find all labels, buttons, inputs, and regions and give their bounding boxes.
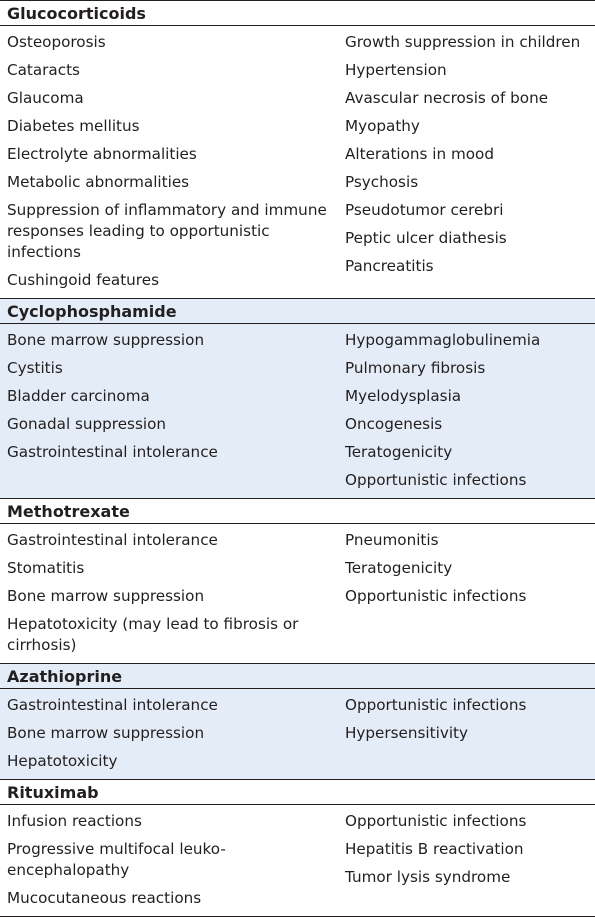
adverse-effect-item: Infusion reactions xyxy=(7,811,142,830)
right-column xyxy=(338,326,595,494)
adverse-effect-item: Gastrointestinal intolerance xyxy=(7,442,218,461)
right-column xyxy=(338,28,595,294)
adverse-effect-item: Electrolyte abnormalities xyxy=(7,144,197,163)
adverse-effect-item: Metabolic abnormalities xyxy=(7,172,190,191)
adverse-effect-item: Teratogenicity xyxy=(345,558,453,577)
adverse-effect-item: Teratogenicity xyxy=(345,442,453,461)
drug-section xyxy=(0,1,595,299)
adverse-effect-item: Opportunistic infections xyxy=(345,695,527,714)
adverse-effect-item: Myelodysplasia xyxy=(345,386,462,405)
adverse-effect-item: Osteoporosis xyxy=(7,32,106,51)
adverse-effect-item: Glaucoma xyxy=(7,88,84,107)
drug-section xyxy=(0,664,595,780)
adverse-effect-item: Pneumonitis xyxy=(345,530,439,549)
adverse-effect-item: Hepatitis B reactivation xyxy=(345,839,524,858)
left-column xyxy=(0,691,338,775)
adverse-effect-item: Suppression of inflammatory and immune responses leading to opportunistic infections xyxy=(7,200,327,261)
adverse-effect-item: Bladder carcinoma xyxy=(7,386,150,405)
right-column xyxy=(338,691,595,775)
adverse-effect-item: Pancreatitis xyxy=(345,256,434,275)
left-column xyxy=(0,326,338,494)
adverse-effect-item: Gonadal suppression xyxy=(7,414,167,433)
adverse-effect-item: Gastrointestinal intolerance xyxy=(7,695,218,714)
drug-name-heading: Rituximab xyxy=(0,780,595,805)
adverse-effects-list xyxy=(0,324,595,499)
adverse-effect-item: Tumor lysis syndrome xyxy=(345,867,511,886)
adverse-effect-item: Opportunistic infections xyxy=(345,470,527,489)
adverse-effect-item: Growth suppression in children xyxy=(345,32,581,51)
adverse-effect-item: Opportunistic infections xyxy=(345,811,527,830)
adverse-effect-item: Peptic ulcer diathesis xyxy=(345,228,507,247)
adverse-effect-item: Alterations in mood xyxy=(345,144,494,163)
adverse-effect-item: Myopathy xyxy=(345,116,420,135)
adverse-effect-item: Pulmonary fibrosis xyxy=(345,358,486,377)
left-column xyxy=(0,807,338,912)
drug-section xyxy=(0,299,595,499)
right-column xyxy=(338,526,595,659)
adverse-effect-item: Hypertension xyxy=(345,60,447,79)
drug-name-heading: Cyclophosphamide xyxy=(0,299,595,324)
adverse-effects-list xyxy=(0,26,595,299)
right-column xyxy=(338,807,595,912)
adverse-effect-item: Bone marrow suppression xyxy=(7,723,205,742)
adverse-effect-item: Cataracts xyxy=(7,60,80,79)
adverse-effect-item: Bone marrow suppression xyxy=(7,330,205,349)
adverse-effect-item: Opportunistic infections xyxy=(345,586,527,605)
adverse-effect-item: Cystitis xyxy=(7,358,63,377)
adverse-effect-item: Diabetes mellitus xyxy=(7,116,140,135)
adverse-effect-item: Avascular necrosis of bone xyxy=(345,88,549,107)
adverse-effect-item: Hepatotoxicity xyxy=(7,751,118,770)
adverse-effects-list xyxy=(0,689,595,780)
adverse-effects-list xyxy=(0,524,595,664)
drug-name-heading: Methotrexate xyxy=(0,499,595,524)
drug-section xyxy=(0,780,595,917)
adverse-effect-item: Hepatotoxicity (may lead to fibrosis or cirrhosis) xyxy=(7,614,299,654)
adverse-effect-item: Bone marrow suppression xyxy=(7,586,205,605)
adverse-effect-item: Mucocutaneous reactions xyxy=(7,888,202,907)
adverse-effects-list xyxy=(0,805,595,917)
left-column xyxy=(0,28,338,294)
adverse-effect-item: Oncogenesis xyxy=(345,414,443,433)
adverse-effect-item: Hypogammaglobulinemia xyxy=(345,330,541,349)
adverse-effect-item: Gastrointestinal intolerance xyxy=(7,530,218,549)
adverse-effect-item: Hypersensitivity xyxy=(345,723,468,742)
drug-name-heading: Azathioprine xyxy=(0,664,595,689)
left-column xyxy=(0,526,338,659)
adverse-effect-item: Progressive multifocal leuko-encephalopathy xyxy=(7,839,226,879)
adverse-effect-item: Pseudotumor cerebri xyxy=(345,200,504,219)
drug-section xyxy=(0,499,595,664)
drug-name-heading: Glucocorticoids xyxy=(0,1,595,26)
adverse-effect-item: Stomatitis xyxy=(7,558,85,577)
adverse-effect-item: Psychosis xyxy=(345,172,419,191)
adverse-effect-item: Cushingoid features xyxy=(7,270,159,289)
